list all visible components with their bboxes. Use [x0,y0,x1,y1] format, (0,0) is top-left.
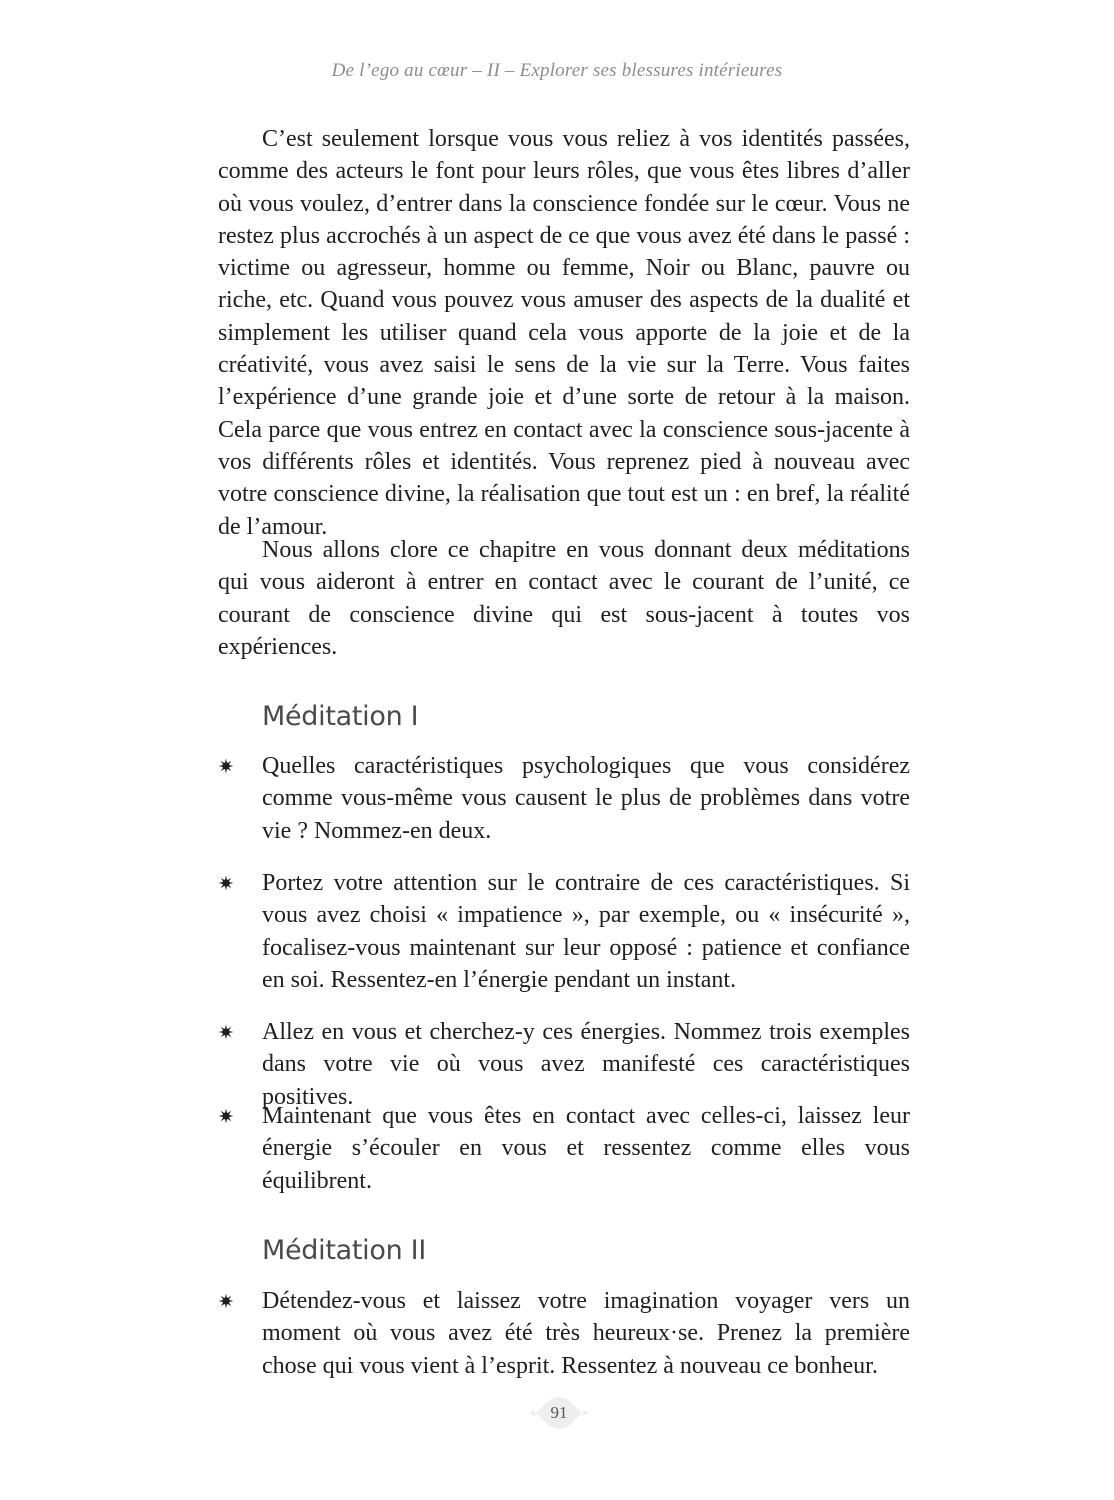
star-burst-icon [218,1293,234,1309]
list-item-text: Allez en vous et cherchez-y ces énergies. Nommez trois exemples dans votre vie où vous avez manifesté ces caractéristiques positives. [262,1019,910,1110]
list-item-text: Maintenant que vous êtes en contact avec celles-ci, laissez leur énergie s’écouler en vous et ressentez comme elles vous équilibrent. [262,1103,910,1194]
list-item-text: Détendez-vous et laissez votre imagination voyager vers un moment où vous avez été très heureux·se. Prenez la première chose qui vous vient à l’esprit. Ressentez à nouveau ce bonheur. [262,1288,910,1379]
running-header: De l’ego au cœur – II – Explorer ses blessures intérieures [331,60,783,81]
list-item [218,1285,910,1382]
star-burst-icon [218,1108,234,1124]
star-burst-icon [218,758,234,774]
list-item-text: Portez votre attention sur le contraire de ces caractéristiques. Si vous avez choisi « impatience », par exemple, ou « insécurité », focalisez-vous maintenant sur leur opposé : patience et confiance en soi. Ressentez-en l’énergie pendant un instant. [262,870,910,993]
star-burst-icon [218,875,234,891]
list-item [218,750,910,847]
page-number: 91 [550,1403,568,1422]
star-burst-icon [218,1024,234,1040]
body-paragraph: C’est seulement lorsque vous vous reliez à vos identités passées, comme des acteurs le font pour leurs rôles, que vous êtes libres d’aller où vous voulez, d’entrer dans la conscience fondée sur le cœur. Vous ne restez plus accrochés à un aspect de ce que vous avez été dans le passé : victime ou agresseur, homme ou femme, Noir ou Blanc, pauvre ou riche, etc. Quand vous pouvez vous amuser des aspects de la dualité et simplement les utiliser quand cela vous apporte de la joie et de la créativité, vous avez saisi le sens de la vie sur la Terre. Vous faites l’expérience d’une grande joie et d’une sorte de retour à la maison. Cela parce que vous entrez en contact avec la conscience sous-jacente à vos différents rôles et identités. Vous reprenez pied à nouveau avec votre conscience divine, la réalisation que tout est un : en bref, la réalité de l’amour. [218,126,910,540]
list-item [218,1100,910,1197]
list-item [218,867,910,996]
section-title: Méditation II [262,1235,427,1266]
body-paragraph: Nous allons clore ce chapitre en vous donnant deux méditations qui vous aideront à entrer en contact avec le courant de l’unité, ce courant de conscience divine qui est sous-jacent à toutes vos expériences. [218,537,910,660]
section-title: Méditation I [262,701,419,732]
page-number-badge [527,1393,591,1433]
list-item-text: Quelles caractéristiques psychologiques que vous considérez comme vous-même vous causent le plus de problèmes dans votre vie ? Nommez-en deux. [262,753,910,844]
list-item [218,1016,910,1113]
